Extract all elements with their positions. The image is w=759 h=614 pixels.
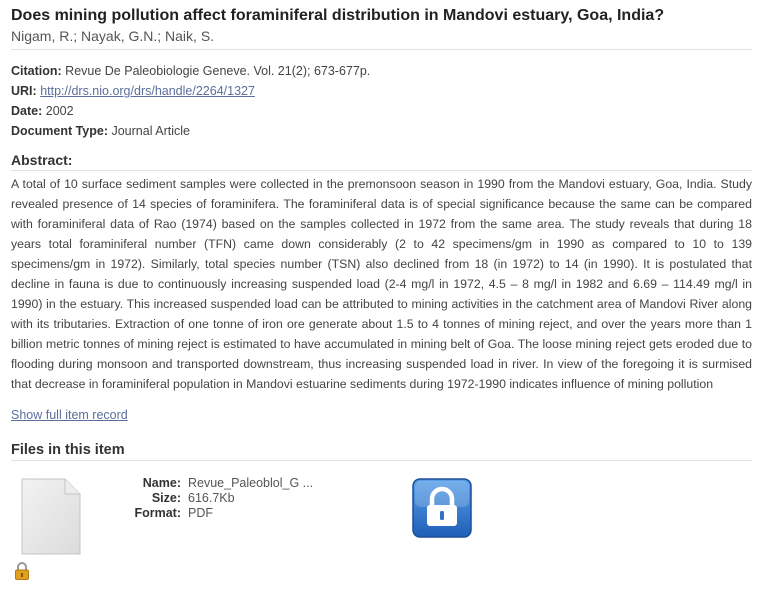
- document-icon[interactable]: [21, 478, 81, 555]
- files-heading: Files in this item: [11, 441, 752, 461]
- file-size-row: [121, 491, 313, 506]
- item-page: [11, 6, 752, 581]
- file-info: [121, 476, 313, 521]
- date-row: [11, 101, 752, 121]
- file-format-row: [121, 506, 313, 521]
- abstract-heading: Abstract:: [11, 151, 752, 171]
- uri-row: [11, 81, 752, 101]
- file-format-label: Format:: [134, 506, 181, 520]
- citation-label: Citation:: [11, 64, 62, 78]
- uri-label: URI:: [11, 84, 37, 98]
- metadata-list: [11, 61, 752, 141]
- file-size-value: 616.7Kb: [188, 491, 235, 505]
- file-name-row: [121, 476, 313, 491]
- abstract-text: A total of 10 surface sediment samples were collected in the premonsoon season in 1990 from the Mandovi estuary, Goa, India. Study revealed presence of 14 species of foraminifera. The foraminiferal data is of special significance because the same can be compared with foraminiferal data of Rao (1974) based on the samples collected in 1972 from the same area. The study reveals that during 18 years total foraminiferal number (TFN) came down considerably (2 to 42 specimens/gm in 1990 as compared to 10 to 139 specimens/gm in 1972). Similarly, total species number (TSN) also declined from 18 (in 1972) to 14 (in 1990). It is postulated that decline in fauna is due to continuously increasing suspended load (2-4 mg/l in 1972, 4.5 – 8 mg/l in 1982 and 6.69 – 114.49 mg/l in 1990) in the estuary. This increased suspended load can be attributed to mining activities in the catchment area of Mandovi River along with its tributaries. Extraction of one tonne of iron ore generate about 1.5 to 4 tonnes of mining reject, and over the years more than 1 billion metric tonnes of mining reject is estimated to have accumulated in mining belt of Goa. The loose mining reject gets eroded due to flooding during monsoon and transported downstream, thus increasing suspended load in river. In view of the foregoing it is surmised that decrease in foraminiferal population in Mandovi estuarine sediments during 1972-1990 indicates influence of mining pollution: [11, 177, 752, 391]
- citation-value: Revue De Paleobiologie Geneve. Vol. 21(2); 673-677p.: [65, 64, 371, 78]
- citation-row: [11, 61, 752, 81]
- uri-link[interactable]: http://drs.nio.org/drs/handle/2264/1327: [40, 84, 255, 98]
- file-size-label: Size:: [151, 491, 181, 505]
- file-format-value: PDF: [188, 506, 213, 520]
- lock-access-icon[interactable]: [412, 478, 472, 538]
- item-title: Does mining pollution affect foraminiferal distribution in Mandovi estuary, Goa, India?: [11, 7, 665, 24]
- show-full-record-link[interactable]: Show full item record: [11, 408, 128, 422]
- item-authors: Nigam, R.; Nayak, G.N.; Naik, S.: [11, 27, 752, 50]
- file-name-label: Name:: [142, 476, 181, 490]
- date-value: 2002: [45, 104, 74, 118]
- file-entry: [11, 461, 752, 581]
- date-label: Date:: [11, 104, 43, 118]
- document-type-value: Journal Article: [111, 124, 190, 138]
- document-type-row: [11, 121, 752, 141]
- document-type-label: Document Type:: [11, 124, 108, 138]
- file-name-value: Revue_Paleoblol_G ...: [188, 476, 314, 490]
- lock-icon: [14, 562, 30, 580]
